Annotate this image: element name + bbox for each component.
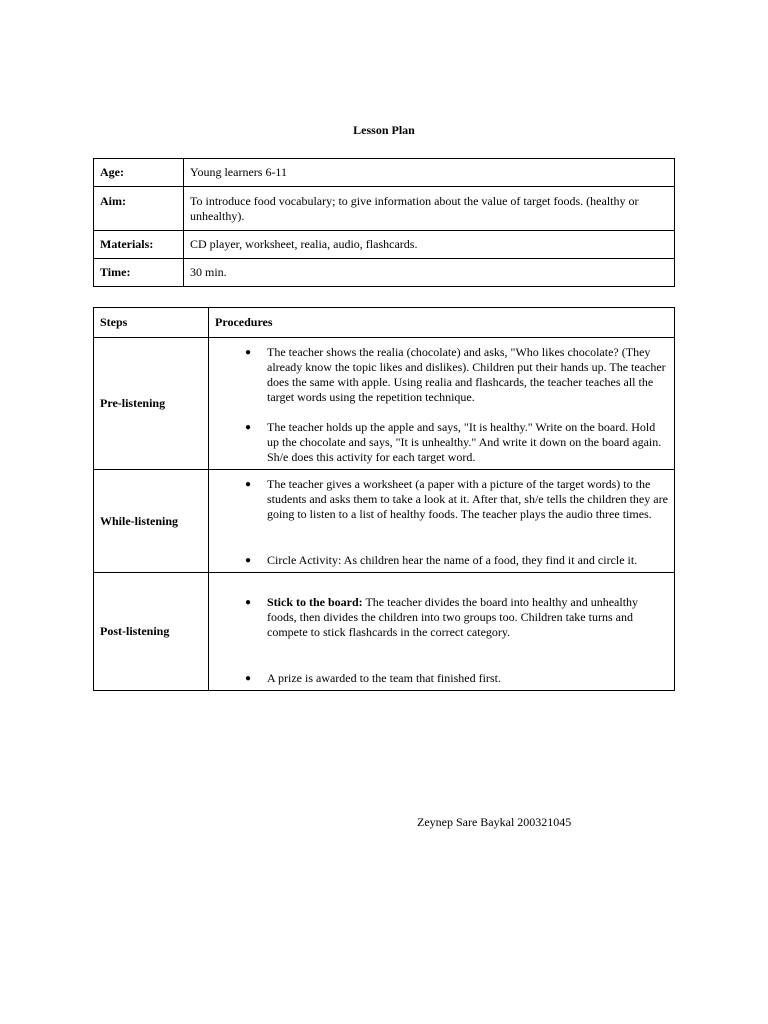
procedure-item <box>239 595 668 640</box>
info-table <box>93 158 675 287</box>
procedure-list <box>215 477 668 568</box>
info-row-aim <box>94 187 675 231</box>
author-signature: Zeynep Sare Baykal 200321045 <box>417 815 572 829</box>
aim-label: Aim: <box>94 187 184 231</box>
procedures-cell <box>209 338 675 470</box>
steps-header: Steps <box>94 308 209 338</box>
step-name: Pre-listening <box>94 338 209 470</box>
list-spacer <box>239 640 668 671</box>
procedures-cell <box>209 573 675 691</box>
procedure-text: Circle Activity: As children hear the name of a food, they find it and circle it. <box>267 553 638 567</box>
bullet-icon: ● <box>245 422 252 433</box>
procedure-item <box>239 477 668 522</box>
list-spacer <box>239 522 668 553</box>
bullet-icon: ● <box>245 673 252 684</box>
aim-value: To introduce food vocabulary; to give information about the value of target foods. (healthy or unhealthy). <box>184 187 675 231</box>
age-label: Age: <box>94 159 184 187</box>
bullet-icon: ● <box>245 347 252 358</box>
age-value: Young learners 6-11 <box>184 159 675 187</box>
info-row-age <box>94 159 675 187</box>
step-row-while-listening <box>94 470 675 573</box>
time-label: Time: <box>94 259 184 287</box>
list-spacer <box>239 405 668 420</box>
steps-header-row <box>94 308 675 338</box>
procedure-list <box>215 595 668 686</box>
procedure-text: A prize is awarded to the team that finished first. <box>267 671 501 685</box>
procedure-item <box>239 420 668 465</box>
procedure-item <box>239 671 668 686</box>
step-row-pre-listening <box>94 338 675 470</box>
procedure-text: The teacher divides the board into healthy and unhealthy foods, then divides the children into two groups too. Children take turns and compete to stick flashcards in the correct category. <box>267 595 639 639</box>
document-title: Lesson Plan <box>353 123 415 137</box>
steps-table <box>93 307 675 691</box>
procedure-text: The teacher holds up the apple and says, "It is healthy." Write on the board. Hold up the chocolate and says, "It is unhealthy." And write it down on the board again. Sh/e does this activity for each target word. <box>267 420 662 464</box>
procedure-text: The teacher gives a worksheet (a paper with a picture of the target words) to the students and asks them to take a look at it. After that, sh/e tells the children they are going to listen to a list of healthy foods. The teacher plays the audio three times. <box>267 477 668 521</box>
step-name: While-listening <box>94 470 209 573</box>
procedure-item <box>239 345 668 405</box>
info-row-materials <box>94 231 675 259</box>
bullet-icon: ● <box>245 479 252 490</box>
bullet-icon: ● <box>245 597 252 608</box>
step-name: Post-listening <box>94 573 209 691</box>
activity-title: Stick to the board: <box>267 595 363 609</box>
step-row-post-listening <box>94 573 675 691</box>
info-row-time <box>94 259 675 287</box>
bullet-icon: ● <box>245 555 252 566</box>
procedure-list <box>215 345 668 465</box>
procedure-item <box>239 553 668 568</box>
time-value: 30 min. <box>184 259 675 287</box>
materials-label: Materials: <box>94 231 184 259</box>
materials-value: CD player, worksheet, realia, audio, flashcards. <box>184 231 675 259</box>
procedures-header: Procedures <box>209 308 675 338</box>
procedure-text: The teacher shows the realia (chocolate) and asks, "Who likes chocolate? (They already know the topic likes and dislikes). Children put their hands up. The teacher does the same with apple. Using realia and flashcards, the teacher teaches all the target words using the repetition technique. <box>267 345 666 404</box>
procedures-cell <box>209 470 675 573</box>
